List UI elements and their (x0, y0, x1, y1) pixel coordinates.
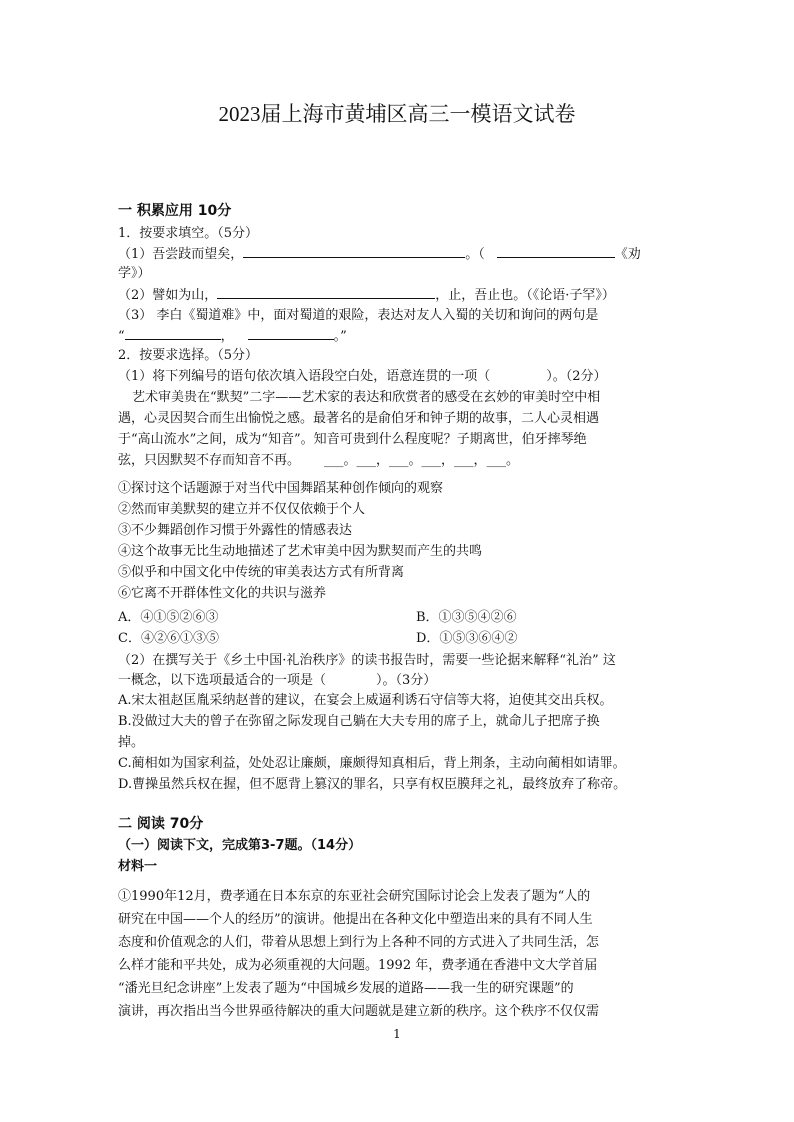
passage-line: 遇，心灵因契合而生出愉悦之感。最著名的是俞伯牙和钟子期的故事，二人心灵相遇 (118, 411, 600, 426)
q2-part2-text: 一概念，以下选项最适合的一项是（ (118, 673, 327, 688)
reading-paragraph-line: 研究在中国——个人的经历”的演讲。他提出在各种文化中塑造出来的具有不同人生 (118, 912, 593, 927)
answer-blank[interactable] (248, 326, 334, 340)
answer-blank[interactable] (497, 244, 615, 258)
q1-line-2-text: （2）譬如为山， (118, 288, 218, 303)
option-item: ④这个故事无比生动地描述了艺术审美中因为默契而产生的共鸣 (118, 544, 483, 559)
q2-part1-text: （1）将下列编号的语句依次填入语段空白处，语意连贯的一项（ (118, 369, 491, 384)
material-label: 材料一 (118, 859, 158, 874)
comma: ， (220, 329, 234, 344)
answer-blank[interactable] (243, 244, 465, 258)
q1-line-2-end: ，止，吾止也。（《论语·子罕》） (435, 288, 615, 303)
answer-blank[interactable] (217, 285, 435, 299)
choice-a-2[interactable]: A.宋太祖赵匡胤采纳赵普的建议，在宴会上威逼利诱石守信等大将，迫使其交出兵权。 (118, 693, 613, 708)
option-item: ⑥它离不开群体性文化的共识与滋养 (118, 586, 327, 601)
choice-d[interactable]: D．①⑤③⑥④② (416, 631, 518, 646)
option-item: ①探讨这个话题源于对当代中国舞蹈某种创作倾向的观察 (118, 481, 444, 496)
passage-text: 弦，只因默契不存而知音不再。 (118, 453, 301, 468)
choice-d-2[interactable]: D.曹操虽然兵权在握，但不愿背上篡汉的罪名，只享有权臣膜拜之礼，最终放弃了称帝。 (118, 777, 627, 792)
choice-row (118, 629, 688, 648)
reading-paragraph-line: 态度和价值观念的人们，带着从思想上到行为上各种不同的方式进入了共同生活，怎 (118, 935, 600, 950)
choice-c-2[interactable]: C.蔺相如为国家利益，处处忍让廉颇，廉颇得知真相后，背上荆条，主动向蔺相如请罪。 (118, 756, 626, 771)
q1-line-1-mid: 。（ (465, 247, 485, 262)
choice-a[interactable]: A．④①⑤②⑥③ (118, 610, 219, 625)
passage-line: 艺术审美贵在“默契”二字——艺术家的表达和欣赏者的感受在玄妙的审美时空中相 (132, 390, 601, 405)
option-item: ②然而审美默契的建立并不仅仅依赖于个人 (118, 502, 366, 517)
reading-paragraph-line: 么样才能和平共处，成为必须重视的大问题。1992 年，费孝通在香港中文大学首届 (118, 958, 598, 973)
passage-blanks: ___。___，___。___，___，___。 (324, 453, 520, 468)
choice-b[interactable]: B．①③⑤④②⑥ (416, 610, 517, 625)
q1-line-1-end: 《劝 (614, 247, 641, 262)
q2-part1-end: ）。（2分） (546, 369, 607, 384)
q1-line-2 (118, 285, 688, 305)
q2-part2-prompt-cont (118, 671, 688, 690)
q1-line-1 (118, 244, 688, 264)
section-1-heading: 一 积累应用 10分 (118, 203, 232, 219)
reading-paragraph-line: ①1990年12月，费孝通在日本东京的东亚社会研究国际讨论会上发表了题为“人的 (118, 889, 591, 904)
q1-line-1-cont: 学》） (118, 266, 151, 281)
section-2-heading: 二 阅读 70分 (118, 816, 204, 832)
passage-line (118, 451, 688, 470)
q1-stem: 1．按要求填空。（5分） (118, 226, 259, 241)
q2-part2-prompt: （2）在撰写关于《乡土中国·礼治秩序》的读书报告时，需要一些论据来解释“礼治” 这 (118, 653, 616, 668)
q2-stem: 2．按要求选择。（5分） (118, 348, 259, 363)
section-2-subheading: （一）阅读下文，完成第3-7题。（14分） (118, 838, 362, 853)
choice-row (118, 608, 688, 627)
page-title: 2023届上海市黄埔区高三一模语文试卷 (218, 102, 576, 126)
q1-line-1-text: （1）吾尝跂而望矣， (118, 247, 244, 262)
option-item: ③不少舞蹈创作习惯于外露性的情感表达 (118, 523, 353, 538)
choice-b-2-cont: 掉。 (118, 735, 145, 750)
quote-open: “ (118, 329, 125, 344)
q1-line-3: （3） 李白《蜀道难》中，面对蜀道的艰险，表达对友人入蜀的关切和询问的两句是 (118, 308, 599, 323)
q2-part2-end: ）。（3分） (376, 673, 437, 688)
choice-c[interactable]: C．④②⑥①③⑤ (118, 631, 219, 646)
reading-paragraph-line: 演讲，再次指出当今世界亟待解决的重大问题就是建立新的秩序。这个秩序不仅仅需 (118, 1004, 600, 1019)
quote-close: 。” (333, 329, 347, 344)
page-number: 1 (393, 1027, 401, 1041)
option-item: ⑤似乎和中国文化中传统的审美表达方式有所背离 (118, 565, 405, 580)
reading-paragraph-line: “潘光旦纪念讲座”上发表了题为“中国城乡发展的道路——我一生的研究课题”的 (118, 981, 574, 996)
passage-line: 于“高山流水”之间，成为“知音”。知音可贵到什么程度呢？子期离世，伯牙摔琴绝 (118, 432, 587, 447)
q2-part1-prompt (118, 367, 688, 386)
choice-b-2[interactable]: B.没做过大夫的曾子在弥留之际发现自己躺在大夫专用的席子上，就命儿子把席子换 (118, 714, 600, 729)
answer-blank[interactable] (125, 326, 221, 340)
q1-line-3-cont (118, 326, 688, 346)
